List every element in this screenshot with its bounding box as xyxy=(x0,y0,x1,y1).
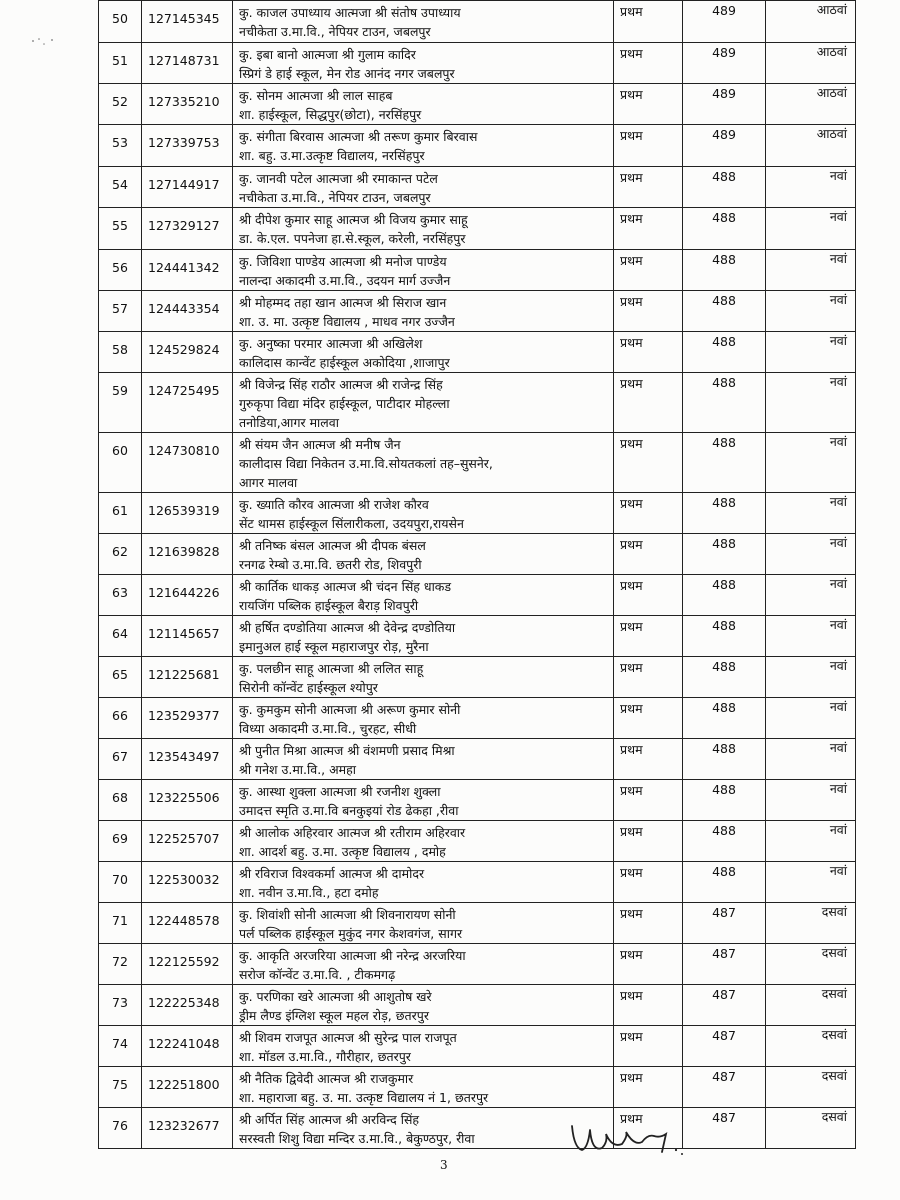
marks-cell: 488 xyxy=(683,616,766,657)
student-name: कु. अनुष्का परमार आत्मजा श्री अखिलेश xyxy=(239,336,423,351)
roll-number-cell: 121145657 xyxy=(142,616,233,657)
table-row xyxy=(99,373,856,433)
student-name: कु. सोनम आत्मजा श्री लाल साहब xyxy=(239,88,393,103)
student-details-cell xyxy=(233,739,614,780)
table-row xyxy=(99,780,856,821)
student-details-cell xyxy=(233,862,614,903)
table-row xyxy=(99,944,856,985)
rank-cell: आठवां xyxy=(766,125,856,167)
student-name: श्री कार्तिक धाकड़ आत्मज श्री चंदन सिंह धाकड xyxy=(239,579,452,594)
serial-number-cell: 63 xyxy=(99,575,142,616)
marks-cell: 488 xyxy=(683,862,766,903)
rank-cell: नवां xyxy=(766,433,856,493)
serial-number-cell: 62 xyxy=(99,534,142,575)
marks-cell: 487 xyxy=(683,1108,766,1149)
student-details-cell xyxy=(233,167,614,208)
rank-cell: नवां xyxy=(766,657,856,698)
division-cell: प्रथम xyxy=(614,125,683,167)
table-row xyxy=(99,985,856,1026)
student-name: श्री अर्पित सिंह आत्मज श्री अरविन्द सिंह xyxy=(239,1112,420,1127)
student-name: श्री तनिष्क बंसल आत्मज श्री दीपक बंसल xyxy=(239,538,426,553)
school-name: शा. हाईस्कूल, सिद्धपुर(छोटा), नरसिंहपुर xyxy=(239,107,422,122)
roll-number-cell: 122125592 xyxy=(142,944,233,985)
roll-number-cell: 122251800 xyxy=(142,1067,233,1108)
rank-cell: नवां xyxy=(766,167,856,208)
rank-cell: नवां xyxy=(766,821,856,862)
rank-cell: नवां xyxy=(766,739,856,780)
student-details-cell xyxy=(233,373,614,433)
marks-cell: 488 xyxy=(683,739,766,780)
marks-cell: 488 xyxy=(683,167,766,208)
rank-cell: दसवां xyxy=(766,1067,856,1108)
school-name: ड्रीम लैण्ड इंग्लिश स्कूल महल रोड़, छतरपुर xyxy=(239,1008,429,1023)
table-row xyxy=(99,657,856,698)
table-row xyxy=(99,862,856,903)
student-details-cell xyxy=(233,534,614,575)
school-name: शा. आदर्श बहु. उ.मा. उत्कृष्ट विद्यालय , दमोह xyxy=(239,844,446,859)
student-details-cell xyxy=(233,821,614,862)
student-name: कु. ख्याति कौरव आत्मजा श्री राजेश कौरव xyxy=(239,497,429,512)
school-name: नालन्दा अकादमी उ.मा.वि., उदयन मार्ग उज्जैन xyxy=(239,273,451,288)
serial-number-cell: 56 xyxy=(99,250,142,291)
school-name: रनगढ रेम्बो उ.मा.वि. छतरी रोड, शिवपुरी xyxy=(239,557,422,572)
student-name: कु. जानवी पटेल आत्मजा श्री रमाकान्त पटेल xyxy=(239,171,438,186)
roll-number-cell: 122448578 xyxy=(142,903,233,944)
student-details-cell xyxy=(233,1026,614,1067)
school-name: डा. के.एल. पपनेजा हा.से.स्कूल, करेली, नरसिंहपुर xyxy=(239,231,466,246)
serial-number-cell: 59 xyxy=(99,373,142,433)
student-name: कु. शिवांशी सोनी आत्मजा श्री शिवनारायण सोनी xyxy=(239,907,456,922)
student-name: कु. काजल उपाध्याय आत्मजा श्री संतोष उपाध्याय xyxy=(239,5,461,20)
division-cell: प्रथम xyxy=(614,1026,683,1067)
marks-cell: 488 xyxy=(683,657,766,698)
serial-number-cell: 65 xyxy=(99,657,142,698)
rank-cell: नवां xyxy=(766,373,856,433)
school-name: नचीकेता उ.मा.वि., नेपियर टाउन, जबलपुर xyxy=(239,190,431,205)
division-cell: प्रथम xyxy=(614,332,683,373)
table-row xyxy=(99,1,856,43)
serial-number-cell: 50 xyxy=(99,1,142,43)
scan-speckle xyxy=(30,34,60,53)
serial-number-cell: 54 xyxy=(99,167,142,208)
student-details-cell xyxy=(233,433,614,493)
division-cell: प्रथम xyxy=(614,575,683,616)
division-cell: प्रथम xyxy=(614,944,683,985)
school-name: गुरुकृपा विद्या मंदिर हाईस्कूल, पाटीदार मोहल्ला xyxy=(239,396,450,411)
table-row xyxy=(99,250,856,291)
roll-number-cell: 124441342 xyxy=(142,250,233,291)
division-cell: प्रथम xyxy=(614,250,683,291)
table-row xyxy=(99,167,856,208)
rank-cell: नवां xyxy=(766,698,856,739)
student-name: श्री रविराज विश्वकर्मा आत्मज श्री दामोदर xyxy=(239,866,425,881)
student-name: श्री दीपेश कुमार साहू आत्मज श्री विजय कुमार साहू xyxy=(239,212,468,227)
marks-cell: 489 xyxy=(683,125,766,167)
school-name: कालिदास कान्वेंट हाईस्कूल अकोदिया ,शाजापुर xyxy=(239,355,450,370)
student-name: श्री आलोक अहिरवार आत्मज श्री रतीराम अहिरवार xyxy=(239,825,466,840)
roll-number-cell: 124443354 xyxy=(142,291,233,332)
table-row xyxy=(99,534,856,575)
serial-number-cell: 53 xyxy=(99,125,142,167)
school-name: सरोज कॉन्वेंट उ.मा.वि. , टीकमगढ़ xyxy=(239,967,396,982)
student-details-cell xyxy=(233,1,614,43)
division-cell: प्रथम xyxy=(614,657,683,698)
division-cell: प्रथम xyxy=(614,291,683,332)
table-row xyxy=(99,84,856,125)
division-cell: प्रथम xyxy=(614,493,683,534)
rank-cell: दसवां xyxy=(766,944,856,985)
table-row xyxy=(99,1067,856,1108)
marks-cell: 489 xyxy=(683,1,766,43)
school-name: शा. मॉडल उ.मा.वि., गौरीहार, छतरपुर xyxy=(239,1049,411,1064)
roll-number-cell: 123232677 xyxy=(142,1108,233,1149)
roll-number-cell: 127145345 xyxy=(142,1,233,43)
student-details-cell xyxy=(233,575,614,616)
student-name: कु. पलछीन साहू आत्मजा श्री ललित साहू xyxy=(239,661,424,676)
roll-number-cell: 126539319 xyxy=(142,493,233,534)
student-name: कु. आकृति अरजरिया आत्मजा श्री नरेन्द्र अरजरिया xyxy=(239,948,466,963)
roll-number-cell: 121639828 xyxy=(142,534,233,575)
serial-number-cell: 60 xyxy=(99,433,142,493)
school-name: शा. नवीन उ.मा.वि., हटा दमोह xyxy=(239,885,379,900)
rank-cell: नवां xyxy=(766,534,856,575)
rank-cell: दसवां xyxy=(766,985,856,1026)
marks-cell: 488 xyxy=(683,575,766,616)
student-details-cell xyxy=(233,944,614,985)
student-details-cell xyxy=(233,208,614,250)
rank-cell: दसवां xyxy=(766,903,856,944)
marks-cell: 488 xyxy=(683,332,766,373)
marks-cell: 487 xyxy=(683,1067,766,1108)
rank-cell: नवां xyxy=(766,291,856,332)
serial-number-cell: 69 xyxy=(99,821,142,862)
serial-number-cell: 57 xyxy=(99,291,142,332)
student-details-cell xyxy=(233,493,614,534)
marks-cell: 488 xyxy=(683,698,766,739)
student-name: कु. परणिका खरे आत्मजा श्री आशुतोष खरे xyxy=(239,989,432,1004)
serial-number-cell: 70 xyxy=(99,862,142,903)
roll-number-cell: 122241048 xyxy=(142,1026,233,1067)
school-name: शा. उ. मा. उत्कृष्ट विद्यालय , माधव नगर उज्जैन xyxy=(239,314,455,329)
student-details-cell xyxy=(233,780,614,821)
roll-number-cell: 123529377 xyxy=(142,698,233,739)
marks-cell: 488 xyxy=(683,493,766,534)
student-name: कु. आस्था शुक्ला आत्मजा श्री रजनीश शुक्ला xyxy=(239,784,441,799)
serial-number-cell: 66 xyxy=(99,698,142,739)
roll-number-cell: 122530032 xyxy=(142,862,233,903)
student-name: श्री विजेन्द्र सिंह राठौर आत्मज श्री राजेन्द्र सिंह xyxy=(239,377,443,392)
division-cell: प्रथम xyxy=(614,167,683,208)
division-cell: प्रथम xyxy=(614,862,683,903)
student-name: श्री मोहम्मद तहा खान आत्मज श्री सिराज खान xyxy=(239,295,447,310)
table-row xyxy=(99,1108,856,1149)
serial-number-cell: 51 xyxy=(99,43,142,84)
rank-cell: आठवां xyxy=(766,84,856,125)
student-details-cell xyxy=(233,125,614,167)
marks-cell: 488 xyxy=(683,821,766,862)
marks-cell: 488 xyxy=(683,780,766,821)
serial-number-cell: 68 xyxy=(99,780,142,821)
school-name: शा. महाराजा बहु. उ. मा. उत्कृष्ट विद्यालय नं 1, छतरपुर xyxy=(239,1090,489,1105)
student-name: श्री नैतिक द्विवेदी आत्मज श्री राजकुमार xyxy=(239,1071,414,1086)
rank-cell: नवां xyxy=(766,575,856,616)
school-name-continued: आगर मालवा xyxy=(239,475,298,490)
school-name: श्री गनेश उ.मा.वि., अमहा xyxy=(239,762,357,777)
roll-number-cell: 127335210 xyxy=(142,84,233,125)
school-name: कालीदास विद्या निकेतन उ.मा.वि.सोयतकलां तह–सुसनेर, xyxy=(239,456,493,471)
student-details-cell xyxy=(233,698,614,739)
table-row xyxy=(99,43,856,84)
school-name: सरस्वती शिशु विद्या मन्दिर उ.मा.वि., बेकुण्ठपुर, रीवा xyxy=(239,1131,475,1146)
student-name: श्री पुनीत मिश्रा आत्मज श्री वंशमणी प्रसाद मिश्रा xyxy=(239,743,455,758)
table-row xyxy=(99,493,856,534)
student-details-cell xyxy=(233,43,614,84)
school-name: इमानुअल हाई स्कूल महाराजपुर रोड़, मुरैना xyxy=(239,639,429,654)
student-details-cell xyxy=(233,1067,614,1108)
merit-list-table xyxy=(98,0,856,1149)
marks-cell: 487 xyxy=(683,944,766,985)
division-cell: प्रथम xyxy=(614,433,683,493)
roll-number-cell: 123543497 xyxy=(142,739,233,780)
marks-cell: 488 xyxy=(683,291,766,332)
division-cell: प्रथम xyxy=(614,43,683,84)
division-cell: प्रथम xyxy=(614,1067,683,1108)
marks-cell: 487 xyxy=(683,1026,766,1067)
table-row xyxy=(99,125,856,167)
roll-number-cell: 121225681 xyxy=(142,657,233,698)
student-name: श्री संयम जैन आत्मज श्री मनीष जैन xyxy=(239,437,401,452)
marks-cell: 487 xyxy=(683,985,766,1026)
marks-cell: 488 xyxy=(683,433,766,493)
roll-number-cell: 127148731 xyxy=(142,43,233,84)
marks-cell: 488 xyxy=(683,373,766,433)
division-cell: प्रथम xyxy=(614,903,683,944)
school-name: रायजिंग पब्लिक हाईस्कूल बैराड़ शिवपुरी xyxy=(239,598,419,613)
division-cell: प्रथम xyxy=(614,373,683,433)
student-name: कु. जिविशा पाण्डेय आत्मजा श्री मनोज पाण्डेय xyxy=(239,254,447,269)
table-row xyxy=(99,616,856,657)
serial-number-cell: 74 xyxy=(99,1026,142,1067)
division-cell: प्रथम xyxy=(614,821,683,862)
school-name: शा. बहु. उ.मा.उत्कृष्ट विद्यालय, नरसिंहपुर xyxy=(239,148,425,163)
student-details-cell xyxy=(233,903,614,944)
school-name: सिरोनी कॉन्वेंट हाईस्कूल श्योपुर xyxy=(239,680,378,695)
table-row xyxy=(99,433,856,493)
division-cell: प्रथम xyxy=(614,698,683,739)
division-cell: प्रथम xyxy=(614,616,683,657)
rank-cell: आठवां xyxy=(766,43,856,84)
division-cell: प्रथम xyxy=(614,208,683,250)
student-name: कु. इबा बानो आत्मजा श्री गुलाम कादिर xyxy=(239,47,416,62)
marks-cell: 488 xyxy=(683,208,766,250)
student-details-cell xyxy=(233,250,614,291)
division-cell: प्रथम xyxy=(614,739,683,780)
serial-number-cell: 76 xyxy=(99,1108,142,1149)
page-number: 3 xyxy=(440,1158,448,1172)
division-cell: प्रथम xyxy=(614,1108,683,1149)
table-row xyxy=(99,575,856,616)
student-name: श्री हर्षित दण्डोतिया आत्मज श्री देवेन्द्र दण्डोतिया xyxy=(239,620,456,635)
marks-cell: 488 xyxy=(683,250,766,291)
student-details-cell xyxy=(233,985,614,1026)
rank-cell: नवां xyxy=(766,332,856,373)
signature-icon xyxy=(568,1118,688,1164)
school-name: सेंट थामस हाईस्कूल सिंलारीकला, उदयपुरा,रायसेन xyxy=(239,516,464,531)
roll-number-cell: 127144917 xyxy=(142,167,233,208)
student-details-cell xyxy=(233,657,614,698)
roll-number-cell: 127339753 xyxy=(142,125,233,167)
marks-cell: 487 xyxy=(683,903,766,944)
serial-number-cell: 58 xyxy=(99,332,142,373)
serial-number-cell: 75 xyxy=(99,1067,142,1108)
rank-cell: आठवां xyxy=(766,1,856,43)
table-row xyxy=(99,739,856,780)
school-name: पर्ल पब्लिक हाईस्कूल मुकुंद नगर केशवगंज, सागर xyxy=(239,926,463,941)
rank-cell: नवां xyxy=(766,616,856,657)
school-name: स्प्रिगं डे हाई स्कूल, मेन रोड आनंद नगर जबलपुर xyxy=(239,66,455,81)
table-row xyxy=(99,291,856,332)
rank-cell: नवां xyxy=(766,250,856,291)
division-cell: प्रथम xyxy=(614,780,683,821)
rank-cell: नवां xyxy=(766,862,856,903)
roll-number-cell: 124725495 xyxy=(142,373,233,433)
rank-cell: दसवां xyxy=(766,1108,856,1149)
rank-cell: नवां xyxy=(766,780,856,821)
student-name: कु. संगीता बिरवास आत्मजा श्री तरूण कुमार बिरवास xyxy=(239,129,478,144)
serial-number-cell: 64 xyxy=(99,616,142,657)
student-name: श्री शिवम राजपूत आत्मज श्री सुरेन्द्र पाल राजपूत xyxy=(239,1030,457,1045)
serial-number-cell: 52 xyxy=(99,84,142,125)
student-details-cell xyxy=(233,84,614,125)
table-row xyxy=(99,1026,856,1067)
student-details-cell xyxy=(233,332,614,373)
serial-number-cell: 71 xyxy=(99,903,142,944)
serial-number-cell: 72 xyxy=(99,944,142,985)
serial-number-cell: 55 xyxy=(99,208,142,250)
division-cell: प्रथम xyxy=(614,1,683,43)
roll-number-cell: 127329127 xyxy=(142,208,233,250)
student-details-cell xyxy=(233,1108,614,1149)
school-name: विध्या अकादमी उ.मा.वि., चुरहट, सीधी xyxy=(239,721,417,736)
school-name-continued: तनोडिया,आगर मालवा xyxy=(239,415,339,430)
serial-number-cell: 67 xyxy=(99,739,142,780)
roll-number-cell: 122525707 xyxy=(142,821,233,862)
marks-cell: 489 xyxy=(683,43,766,84)
rank-cell: नवां xyxy=(766,493,856,534)
division-cell: प्रथम xyxy=(614,534,683,575)
roll-number-cell: 122225348 xyxy=(142,985,233,1026)
serial-number-cell: 73 xyxy=(99,985,142,1026)
roll-number-cell: 124730810 xyxy=(142,433,233,493)
student-details-cell xyxy=(233,291,614,332)
rank-cell: दसवां xyxy=(766,1026,856,1067)
table-row xyxy=(99,208,856,250)
table-row xyxy=(99,332,856,373)
roll-number-cell: 123225506 xyxy=(142,780,233,821)
table-row xyxy=(99,698,856,739)
school-name: उमादत्त स्मृति उ.मा.वि बनकुइयां रोड ढेकहा ,रीवा xyxy=(239,803,459,818)
serial-number-cell: 61 xyxy=(99,493,142,534)
roll-number-cell: 121644226 xyxy=(142,575,233,616)
division-cell: प्रथम xyxy=(614,84,683,125)
division-cell: प्रथम xyxy=(614,985,683,1026)
rank-cell: नवां xyxy=(766,208,856,250)
student-details-cell xyxy=(233,616,614,657)
marks-cell: 489 xyxy=(683,84,766,125)
student-name: कु. कुमकुम सोनी आत्मजा श्री अरूण कुमार सोनी xyxy=(239,702,461,717)
school-name: नचीकेता उ.मा.वि., नेपियर टाउन, जबलपुर xyxy=(239,24,431,39)
marks-cell: 488 xyxy=(683,534,766,575)
table-row xyxy=(99,903,856,944)
roll-number-cell: 124529824 xyxy=(142,332,233,373)
table-row xyxy=(99,821,856,862)
